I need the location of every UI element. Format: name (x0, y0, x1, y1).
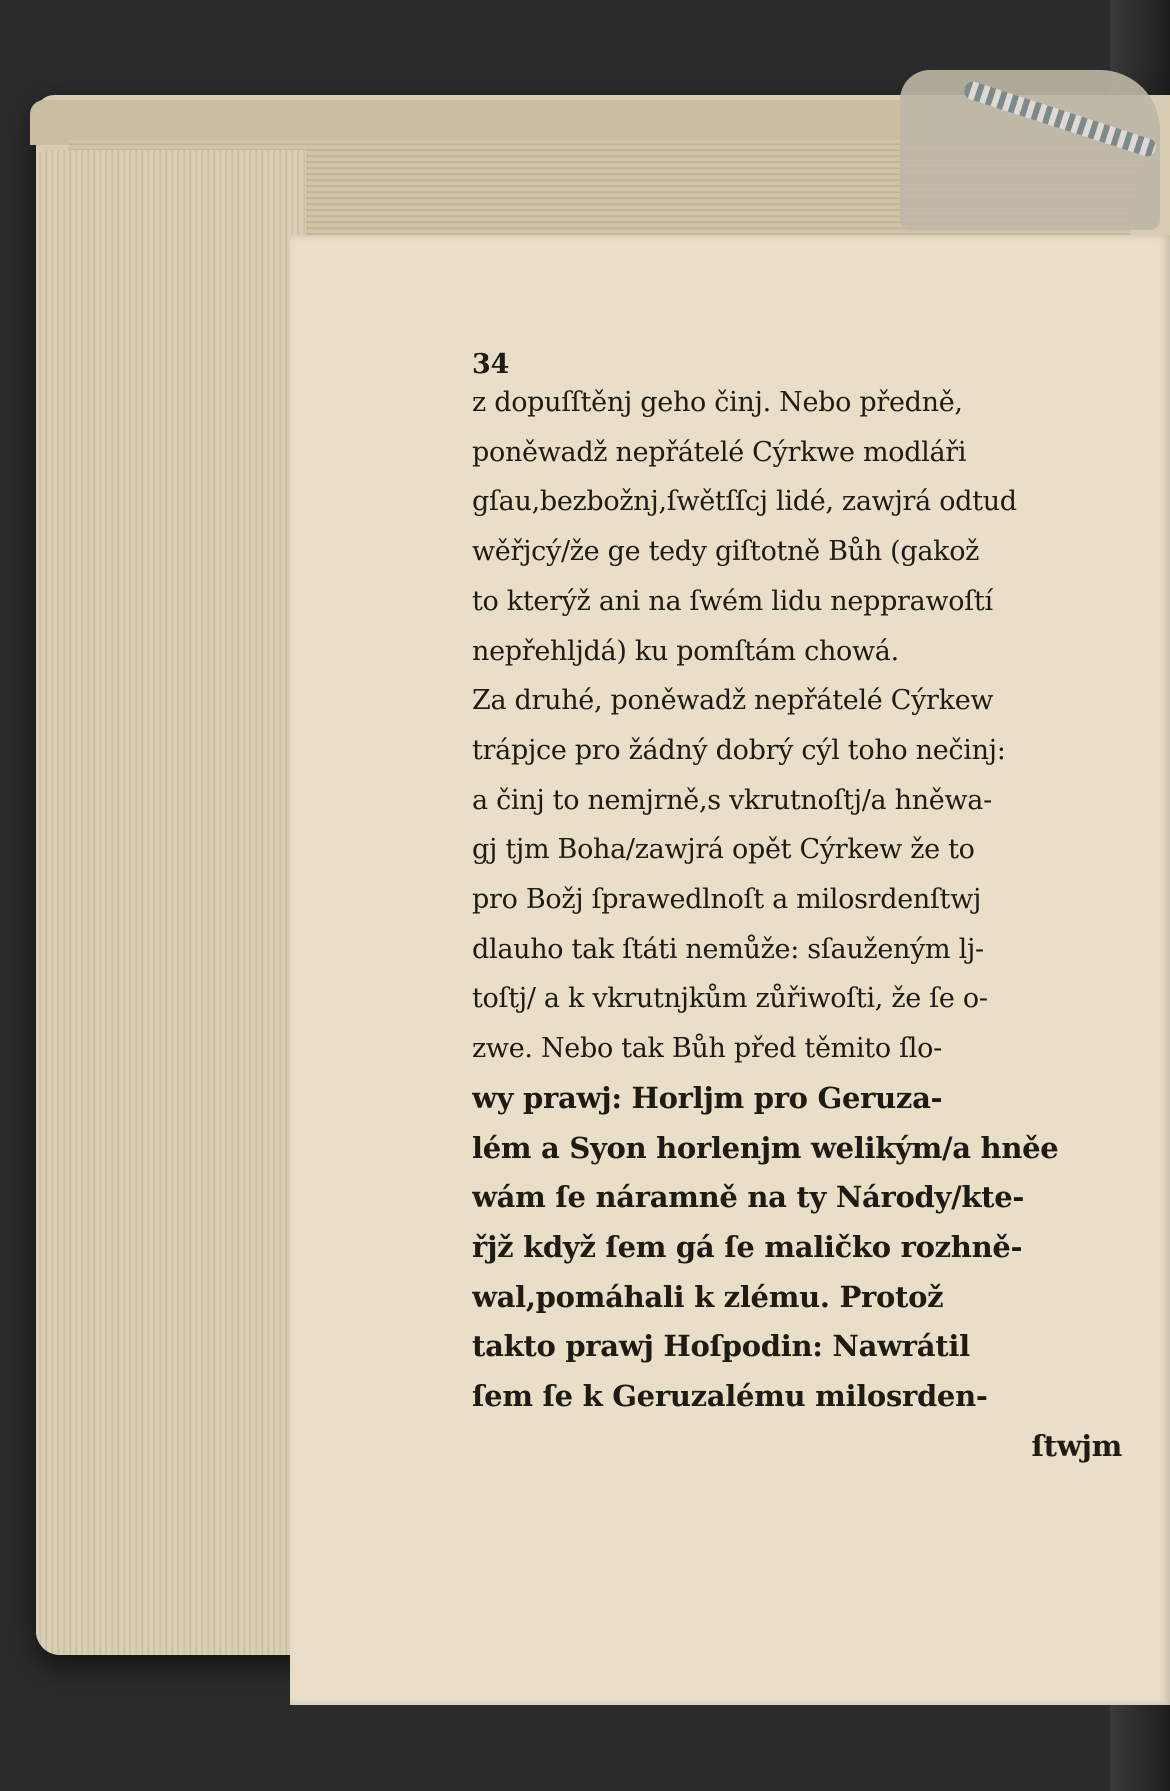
text-line-21: ſem ſe k Geruzalému milosrden- (472, 1379, 988, 1414)
text-line-2: poněwadž nepřátelé Cýrkwe modláři (472, 436, 967, 468)
text-line-22: ſtwjm (1031, 1428, 1122, 1463)
text-line-4: wěřjcý/že ge tedy giſtotně Bůh (gakož (472, 536, 980, 568)
page-text (472, 340, 1142, 1471)
text-line-14: zwe. Nebo tak Bůh před těmito ſlo- (472, 1033, 942, 1065)
text-line-16: lém a Syon horlenjm welikým/a hněe (472, 1130, 1059, 1165)
text-line-6: nepřehljdá) ku pomſtám chowá. (472, 635, 899, 667)
text-line-18: řjž když ſem gá ſe maličko rozhně- (472, 1229, 1023, 1264)
text-line-12: dlauho tak ſtáti nemůže: sſauženým lj- (472, 933, 984, 965)
text-line-8: trápjce pro žádný dobrý cýl toho nečinj: (472, 734, 1006, 766)
text-line-15: wy prawj: Horljm pro Geruza- (472, 1080, 943, 1115)
text-line-17: wám ſe náramně na ty Národy/kte- (472, 1180, 1025, 1215)
text-line-7: Za druhé, poněwadž nepřátelé Cýrkew (472, 685, 994, 717)
text-line-1: z dopuſſtěnj geho činj. Nebo předně, (472, 387, 963, 418)
text-line-5: to kterýž ani na ſwém lidu nepprawoſtí (472, 585, 993, 617)
cloth-tab (900, 70, 1160, 230)
text-line-3: gſau,bezbožnj,ſwětſſcj lidé, zawjrá odtud (472, 486, 1017, 518)
text-line-19: wal,pomáhali k zlému. Protož (472, 1279, 944, 1314)
text-line-20: takto prawj Hoſpodin: Nawrátil (472, 1329, 970, 1364)
page-number: 34 (472, 349, 509, 378)
text-line-13: toſtj/ a k vkrutnjkům zůřiwoſti, že ſe o- (472, 983, 988, 1015)
text-line-11: pro Božj ſprawedlnoſt a milosrdenſtwj (472, 884, 982, 916)
page-block-fore-edge (36, 150, 306, 1655)
text-line-9: a činj to nemjrně,s vkrutnoſtj/a hněwa- (472, 784, 992, 816)
text-line-10: gj tjm Boha/zawjrá opět Cýrkew že to (472, 834, 975, 866)
